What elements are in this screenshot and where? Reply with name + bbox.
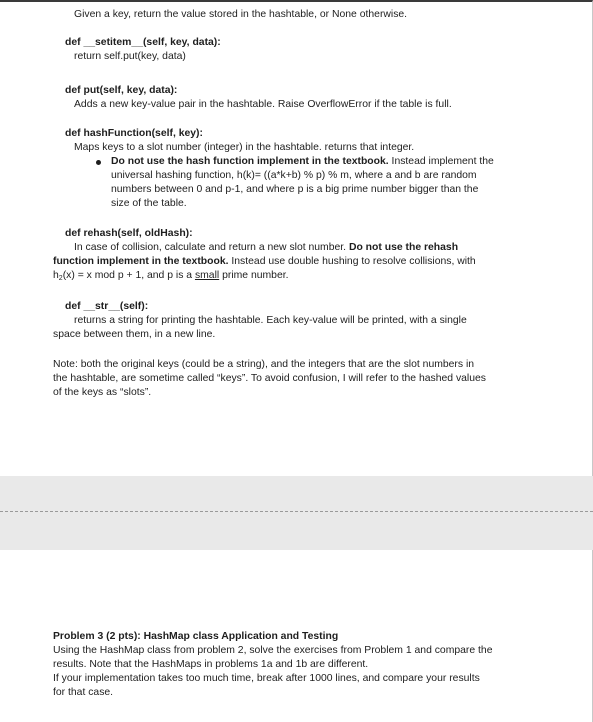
problem3-line3: If your implementation takes too much time, break after 1000 lines, and compare your results [53, 673, 480, 684]
hashfunction-bullet-bold: Do not use the hash function implement in the textbook. [111, 156, 389, 167]
rehash-line3 [53, 269, 289, 283]
str-line2: space between them, in a new line. [53, 329, 216, 340]
intro-text: Given a key, return the value stored in the hashtable, or None otherwise. [74, 9, 408, 20]
rehash-formula: (x) = x mod p + 1, and p is a [62, 270, 195, 281]
rehash-line2-bold: function implement in the textbook. [53, 256, 229, 267]
problem3-title: Problem 3 (2 pts): HashMap class Application and Testing [53, 631, 339, 642]
hashfunction-bullet-rest: Instead implement the [388, 156, 494, 167]
rehash-small-underlined: small [194, 270, 220, 281]
bullet-dot [96, 160, 101, 165]
rehash-line1-bold: Do not use the rehash [348, 242, 459, 253]
setitem-body: return self.put(key, data) [74, 51, 186, 62]
str-line1: returns a string for printing the hashtable. Each key-value will be printed, with a single [74, 315, 467, 326]
str-signature: def __str__(self): [65, 301, 149, 312]
hashfunction-bullet-line3: numbers between 0 and p-1, and where p is a big prime number bigger than the [111, 184, 479, 195]
put-body: Adds a new key-value pair in the hashtable. Raise OverflowError if the table is full. [74, 99, 452, 110]
setitem-signature: def __setitem__(self, key, data): [65, 37, 221, 48]
document-page-2 [0, 550, 593, 722]
note-line1: Note: both the original keys (could be a string), and the integers that are the slot numbers in [53, 359, 475, 370]
problem3-line4: for that case. [53, 687, 114, 698]
rehash-line1 [74, 241, 458, 255]
h2-subscript: 2 [58, 275, 63, 282]
rehash-line3-end: prime number. [219, 270, 289, 281]
hashfunction-signature: def hashFunction(self, key): [65, 128, 203, 139]
hashfunction-bullet-line4: size of the table. [111, 198, 187, 209]
problem3-line2: results. Note that the HashMaps in problems 1a and 1b are different. [53, 659, 369, 670]
note-line3: of the keys as “slots”. [53, 387, 152, 398]
page-break-gap [0, 476, 593, 550]
rehash-line2 [53, 255, 476, 269]
hashfunction-body: Maps keys to a slot number (integer) in the hashtable. returns that integer. [74, 142, 415, 153]
hashfunction-bullet-line2: universal hashing function, h(k)= ((a*k+b) % p) % m, where a and b are random [111, 170, 477, 181]
rehash-line1-text: In case of collision, calculate and return a new slot number. [74, 242, 349, 253]
rehash-signature: def rehash(self, oldHash): [65, 228, 193, 239]
note-line2: the hashtable, are sometime called “keys”. To avoid confusion, I will refer to the hashed values [53, 373, 486, 384]
page-break-dashed-line [0, 511, 593, 512]
put-signature: def put(self, key, data): [65, 85, 178, 96]
h2-symbol: h [53, 270, 59, 281]
hashfunction-bullet-line1 [111, 155, 494, 169]
rehash-line2-text: Instead use double hushing to resolve collisions, with [228, 256, 476, 267]
problem3-line1: Using the HashMap class from problem 2, solve the exercises from Problem 1 and compare the [53, 645, 493, 656]
